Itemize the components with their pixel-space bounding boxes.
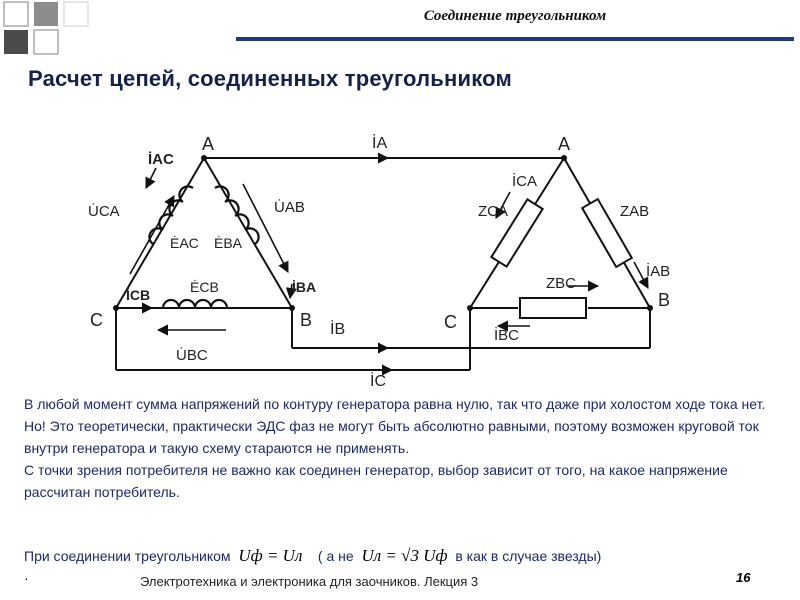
- slide-header: Соединение треугольником: [423, 8, 607, 24]
- label-i-cb: İCB: [126, 287, 151, 303]
- body-text: [24, 393, 784, 503]
- label-i-b: İB: [330, 321, 346, 338]
- formula-line: [24, 546, 601, 566]
- paragraph-consumer: С точки зрения потребителя не важно как соединен генератор, выбор зависит от того, на какое напряжение рассчитан потребитель.: [24, 462, 728, 500]
- formula-middle: ( а не: [317, 548, 354, 564]
- label-i-ba: İBA: [292, 279, 317, 295]
- bullet: ·: [24, 570, 29, 586]
- label-i-ac: İAC: [148, 151, 174, 168]
- formula-phase-equals-line: Uф = Uл: [238, 546, 303, 565]
- deco-square: [4, 2, 28, 26]
- label-i-bc: İBC: [494, 327, 520, 344]
- label-z-bc: ZBC: [546, 275, 576, 292]
- formula-prefix: При соединении треугольником: [24, 548, 231, 564]
- label-i-c: İC: [370, 373, 386, 390]
- label-e-ba: ĖBA: [214, 235, 243, 251]
- label-z-ca: ZCA: [478, 203, 508, 220]
- label-i-ca: İCA: [512, 173, 538, 190]
- decorative-squares: [0, 0, 120, 60]
- deco-square: [64, 2, 88, 26]
- label-i-ab: İAB: [646, 263, 671, 280]
- page-title: Расчет цепей, соединенных треугольником: [28, 66, 512, 91]
- circuit-diagram: [58, 112, 780, 390]
- label-i-a: İA: [372, 135, 388, 152]
- formula-line-sqrt3-phase: Uл = √3 Uф: [361, 546, 448, 565]
- deco-square: [34, 30, 58, 54]
- label-u-ab: U̇AB: [274, 199, 305, 216]
- label-e-ac: ĖAC: [170, 235, 199, 251]
- node-c-right: C: [444, 312, 457, 332]
- formula-suffix: в как в случае звезды): [455, 548, 602, 564]
- label-u-ca: U̇CA: [88, 203, 120, 220]
- node-b-left: B: [300, 310, 313, 330]
- page-number: 16: [736, 570, 751, 585]
- node-a-right: A: [558, 134, 571, 154]
- paragraph-generator-loop: В любой момент сумма напряжений по контуру генератора равна нулю, так что даже при холостом ходе тока нет. Но! Это теоретически, практически ЭДС фаз не могут быть абсолютно равными, поэтому возможен круговой ток внутри генератора и такую схему стараются не применять.: [24, 396, 766, 456]
- label-z-ab: ZAB: [620, 203, 650, 220]
- header-bar: [236, 4, 794, 36]
- deco-square: [4, 30, 28, 54]
- footer-text: Электротехника и электроника для заочников. Лекция 3: [140, 574, 479, 589]
- node-c-left: C: [90, 310, 103, 330]
- header-underline: [236, 37, 794, 41]
- node-a-left: A: [202, 134, 215, 154]
- label-e-cb: ĖCB: [190, 279, 219, 295]
- node-b-right: B: [658, 290, 671, 310]
- deco-square: [34, 2, 58, 26]
- label-u-bc: U̇BC: [176, 347, 208, 364]
